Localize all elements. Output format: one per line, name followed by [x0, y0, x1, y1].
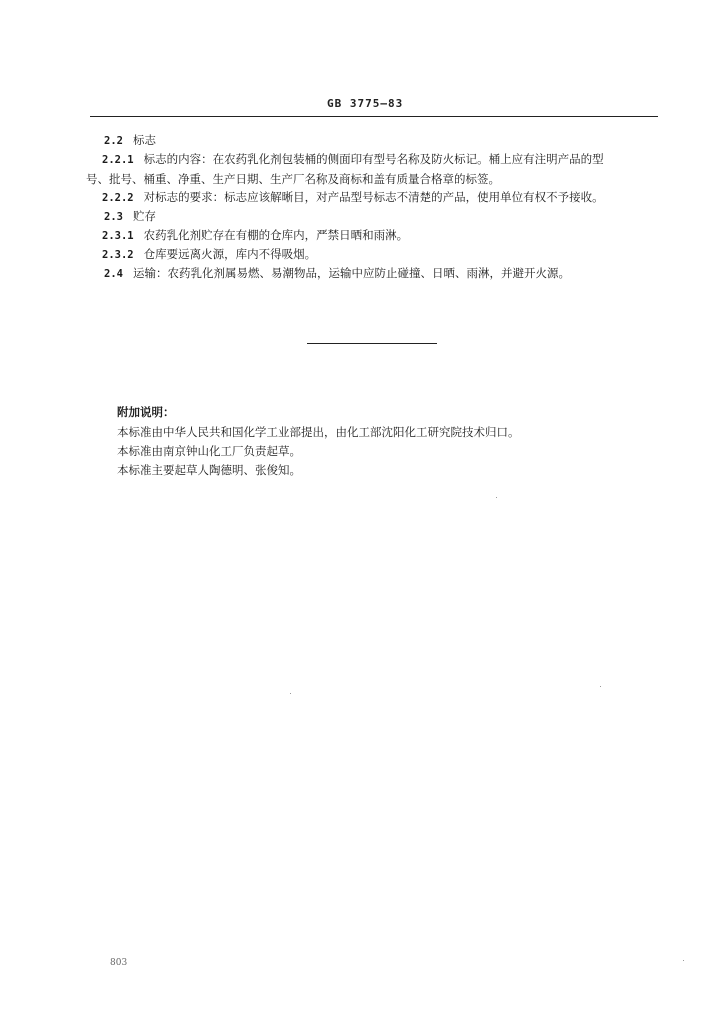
clause-number: 2.2.2 [102, 192, 134, 204]
clause-text: 运输：农药乳化剂属易燃、易潮物品，运输中应防止碰撞、日晒、雨淋，并避开火源。 [132, 266, 570, 280]
clause-2-2 [104, 131, 156, 151]
note-line: 本标准由中华人民共和国化学工业部提出，由化工部沈阳化工研究院技术归口。 [117, 425, 520, 439]
clause-number: 2.2 [104, 135, 123, 147]
clause-number: 2.3.1 [102, 230, 134, 242]
clause-2-2-2 [102, 188, 604, 208]
clause-number: 2.3.2 [102, 249, 134, 261]
standard-number: GB 3775—83 [327, 97, 404, 110]
page-number: 803 [110, 958, 128, 968]
clause-text-line-1: 标志的内容：在农药乳化剂包装桶的侧面印有型号名称及防火标记。桶上应有注明产品的型 [143, 152, 604, 166]
clause-text: 贮存 [132, 209, 156, 223]
clause-number: 2.2.1 [102, 154, 134, 166]
clause-text: 仓库要远离火源，库内不得吸烟。 [143, 247, 317, 261]
header-rule [90, 116, 658, 117]
scan-speck [290, 693, 291, 694]
note-line: 本标准由南京钟山化工厂负责起草。 [117, 444, 301, 458]
notes-title: 附加说明： [117, 405, 175, 419]
clause-number: 2.3 [104, 211, 123, 223]
scan-speck [496, 497, 497, 498]
clause-2-3-1 [102, 226, 408, 246]
clause-number: 2.4 [104, 268, 123, 280]
scan-speck [600, 686, 601, 687]
note-line: 本标准主要起草人陶德明、张俊知。 [117, 463, 301, 477]
clause-2-4 [104, 264, 570, 284]
clause-text: 对标志的要求：标志应该解晰目，对产品型号标志不清楚的产品，使用单位有权不予接收。 [143, 190, 604, 204]
scan-speck [683, 960, 684, 961]
clause-2-2-1 [86, 150, 656, 189]
end-rule [307, 343, 437, 344]
clause-text: 标志 [132, 133, 156, 147]
clause-text: 农药乳化剂贮存在有棚的仓库内，严禁日晒和雨淋。 [143, 228, 409, 242]
clause-2-3 [104, 207, 156, 227]
clause-2-3-2 [102, 245, 316, 265]
clause-text-line-2: 号、批号、桶重、净重、生产日期、生产厂名称及商标和盖有质量合格章的标签。 [86, 172, 500, 186]
